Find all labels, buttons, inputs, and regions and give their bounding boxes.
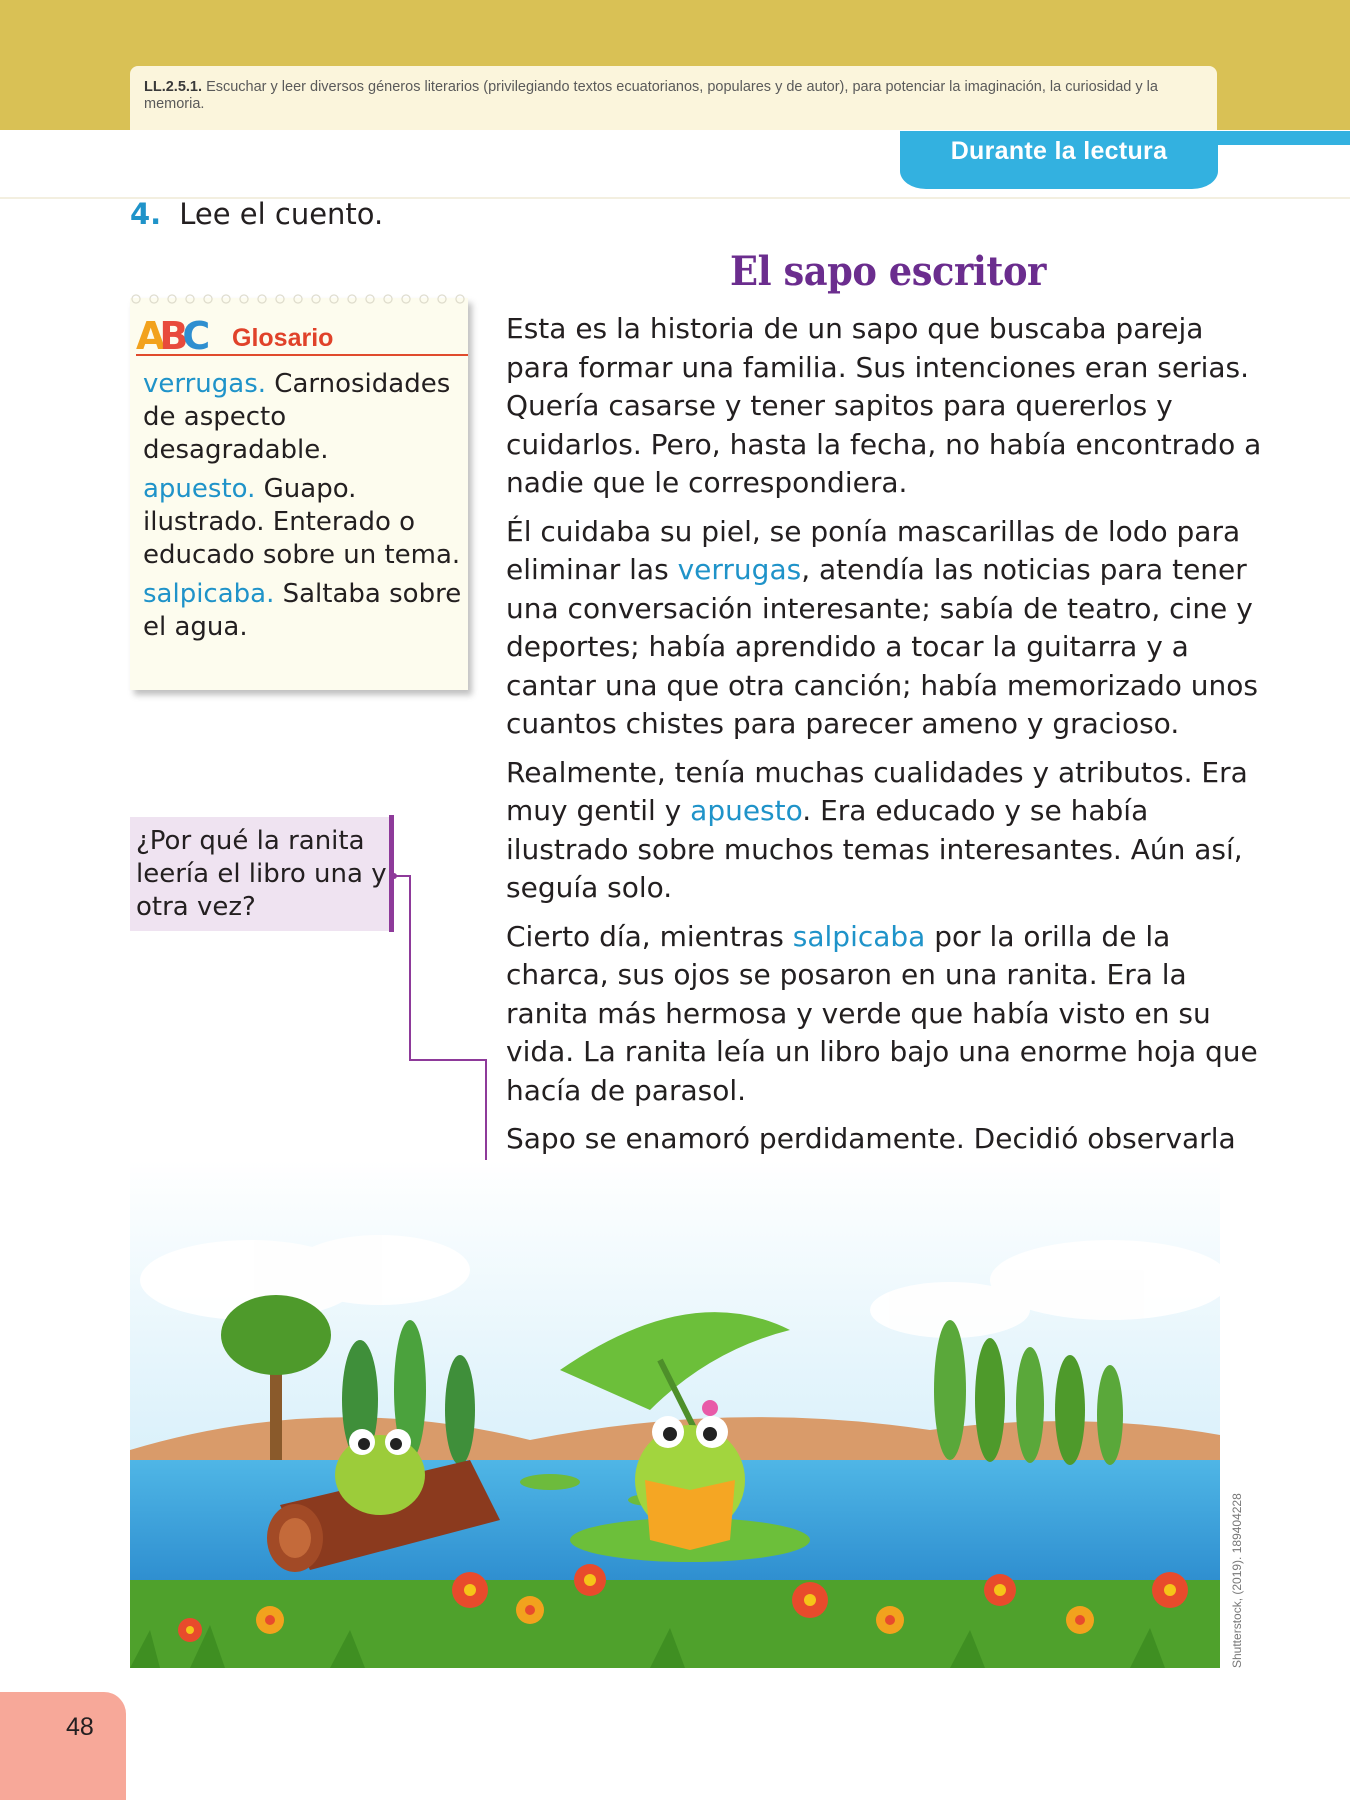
glossary-term: apuesto. <box>143 474 256 504</box>
glossary-term: verrugas. <box>143 369 267 399</box>
story-title: El sapo escritor <box>730 248 1046 295</box>
story-paragraph: Sapo se enamoró perdidamente. Decidió observarla <box>506 1122 1236 1155</box>
instruction-verb: Lee <box>179 197 231 231</box>
story-paragraph: Él cuidaba su piel, se ponía mascarillas de lodo para eliminar las verrugas, atendía las noticias para tener una conversación interesante; sabía de teatro, cine y deportes; había aprendido a tocar la guitarra y a cantar una que otra canción; había memorizado unos cuantos chistes para parecer ameno y gracioso. <box>506 514 1258 740</box>
glossary-definition: Guapo. <box>263 474 357 504</box>
reading-question: ¿Por qué la ranita leería el libro una y otra vez? <box>130 817 393 931</box>
glossary-item <box>143 368 463 467</box>
glossary-item <box>143 473 463 506</box>
instruction <box>130 197 383 231</box>
glossary-definition: ilustrado. Enterado o educado sobre un tema. <box>143 507 461 570</box>
glossary-definition: Carnosidades de aspecto desagradable. <box>143 369 451 465</box>
instruction-text: el cuento. <box>239 197 384 231</box>
glossary-definition: Saltaba sobre el agua. <box>143 579 462 642</box>
glossary-box <box>130 298 468 690</box>
skill-text: Escuchar y leer diversos géneros literarios (privilegiando textos ecuatorianos, populares y de autor), para potenciar la imaginación, la curiosidad y la memoria. <box>144 79 1158 112</box>
story-paragraph: Cierto día, mientras salpicaba por la orilla de la charca, sus ojos se posaron en una ranita. Era la ranita más hermosa y verde que había visto en su vida. La ranita leía un libro bajo una enorme hoja que hacía de parasol. <box>506 919 1258 1107</box>
glossary-header <box>136 314 468 358</box>
story-body <box>506 310 1266 1246</box>
page-number: 48 <box>66 1713 94 1741</box>
glossary-term: salpicaba. <box>143 579 275 609</box>
glossary-item <box>143 578 463 644</box>
instruction-number: 4. <box>130 197 162 231</box>
glossary-list <box>143 368 463 650</box>
skill-box <box>130 66 1217 130</box>
story-paragraph: Realmente, tenía muchas cualidades y atributos. Era muy gentil y apuesto. Era educado y se había ilustrado sobre muchos temas interesantes. Aún así, seguía solo. <box>506 755 1248 904</box>
abc-logo-icon: ABC <box>136 314 205 358</box>
pond-illustration <box>130 1160 1220 1668</box>
glossary-title: Glosario <box>232 324 334 352</box>
glossary-item <box>143 506 463 572</box>
image-credit: Shutterstock, (2019). 189404228 <box>1230 1493 1244 1668</box>
glossary-keyword: salpicaba <box>792 919 926 953</box>
spiral-binding <box>130 292 468 306</box>
skill-code: LL.2.5.1. <box>144 79 203 95</box>
section-tab: Durante la lectura <box>900 131 1218 189</box>
glossary-keyword: verrugas <box>677 553 802 586</box>
glossary-keyword: apuesto <box>690 794 803 827</box>
page-number-tab <box>0 1692 126 1800</box>
story-paragraph: Esta es la historia de un sapo que buscaba pareja para formar una familia. Sus intenciones eran serias. Quería casarse y tener sapitos para quererlos y cuidarlos. Pero, hasta la fecha, no había encontrado a nadie que le correspondiera. <box>506 312 1262 499</box>
